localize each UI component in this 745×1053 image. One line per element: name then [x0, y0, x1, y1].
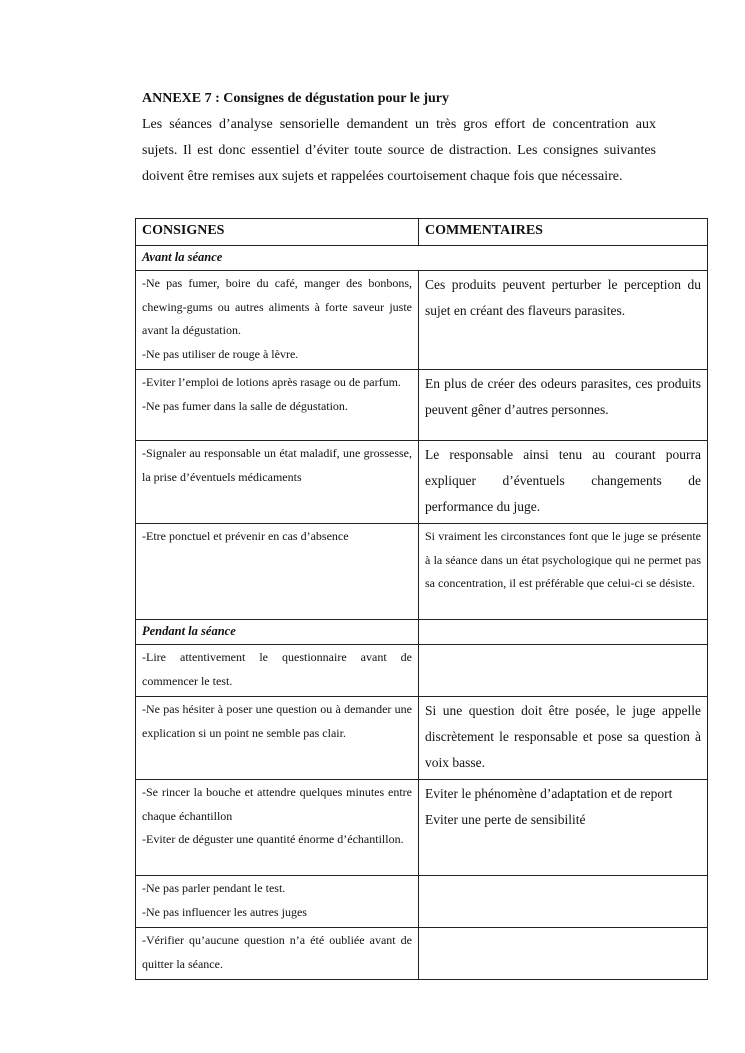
- consigne-text: -Ne pas hésiter à poser une question ou à demander une explication si un point ne semble pas clair.: [142, 702, 412, 740]
- commentaire-text: En plus de créer des odeurs parasites, ces produits peuvent gêner d’autres personnes.: [425, 376, 701, 417]
- commentaire-cell: [419, 876, 708, 928]
- table-row: [136, 524, 708, 620]
- consigne-text: -Vérifier qu’aucune question n’a été oubliée avant de quitter la séance.: [142, 933, 412, 971]
- header-commentaires: COMMENTAIRES: [419, 219, 708, 246]
- consigne-text: -Ne pas influencer les autres juges: [142, 904, 307, 919]
- document-page: [142, 88, 656, 190]
- commentaire-text: Eviter le phénomène d’adaptation et de report: [425, 786, 673, 801]
- empty-cell: [419, 620, 708, 645]
- consigne-text: -Ne pas fumer dans la salle de dégustation.: [142, 398, 348, 413]
- commentaire-text: Si une question doit être posée, le juge appelle discrètement le responsable et pose sa question à voix basse.: [425, 703, 701, 770]
- commentaire-cell: [419, 928, 708, 980]
- consigne-cell: [136, 441, 419, 524]
- commentaire-cell: [419, 370, 708, 441]
- header-consignes: CONSIGNES: [136, 219, 419, 246]
- consigne-text: -Ne pas parler pendant le test.: [142, 881, 286, 895]
- table-header-row: [136, 219, 708, 246]
- consigne-cell: [136, 928, 419, 980]
- consigne-text: -Etre ponctuel et prévenir en cas d’absence: [142, 529, 349, 543]
- commentaire-text: Ces produits peuvent perturber le perception du sujet en créant des flaveurs parasites.: [425, 277, 701, 318]
- commentaire-cell: [419, 645, 708, 697]
- section-title-pendant: Pendant la séance: [136, 620, 419, 645]
- consigne-text: -Ne pas fumer, boire du café, manger des bonbons, chewing-gums ou autres aliments à forte saveur juste avant la dégustation.: [142, 276, 412, 337]
- consigne-text: -Eviter de déguster une quantité énorme d’échantillon.: [142, 832, 404, 846]
- commentaire-cell: [419, 697, 708, 780]
- consigne-cell: [136, 271, 419, 370]
- table-row: [136, 370, 708, 441]
- table-row: [136, 645, 708, 697]
- commentaire-text: Si vraiment les circonstances font que le juge se présente à la séance dans un état psychologique qui ne permet pas sa concentration, il est préférable que celui-ci se désiste.: [425, 529, 701, 590]
- consigne-cell: [136, 524, 419, 620]
- intro-paragraph: Les séances d’analyse sensorielle demandent un très gros effort de concentration aux sujets. Il est donc essentiel d’éviter toute source de distraction. Les consignes suivantes doivent être remises aux sujets et rappelées courtoisement chaque fois que nécessaire.: [142, 117, 656, 184]
- consigne-cell: [136, 645, 419, 697]
- section-row-avant: [136, 246, 708, 271]
- section-row-pendant: [136, 620, 708, 645]
- consigne-cell: [136, 780, 419, 876]
- section-title-avant: Avant la séance: [136, 246, 708, 271]
- consigne-text: -Eviter l’emploi de lotions après rasage ou de parfum.: [142, 375, 401, 389]
- commentaire-cell: [419, 780, 708, 876]
- commentaire-cell: [419, 271, 708, 370]
- commentaire-cell: [419, 524, 708, 620]
- consigne-text: -Lire attentivement le questionnaire avant de commencer le test.: [142, 650, 412, 688]
- table-row: [136, 697, 708, 780]
- consigne-cell: [136, 697, 419, 780]
- consigne-text: -Ne pas utiliser de rouge à lèvre.: [142, 346, 299, 361]
- table-row: [136, 780, 708, 876]
- consigne-text: -Se rincer la bouche et attendre quelques minutes entre chaque échantillon: [142, 785, 412, 823]
- consigne-text: -Signaler au responsable un état maladif, une grossesse, la prise d’éventuels médicaments: [142, 446, 412, 484]
- table-row: [136, 271, 708, 370]
- annex-title: ANNEXE 7 : Consignes de dégustation pour le jury: [142, 91, 449, 106]
- table-row: [136, 928, 708, 980]
- commentaire-cell: [419, 441, 708, 524]
- commentaire-text: Le responsable ainsi tenu au courant pourra expliquer d’éventuels changements de performance du juge.: [425, 447, 701, 514]
- table-row: [136, 441, 708, 524]
- commentaire-text: Eviter une perte de sensibilité: [425, 812, 586, 827]
- consigne-cell: [136, 370, 419, 441]
- instructions-table: [135, 218, 708, 980]
- table-row: [136, 876, 708, 928]
- consigne-cell: [136, 876, 419, 928]
